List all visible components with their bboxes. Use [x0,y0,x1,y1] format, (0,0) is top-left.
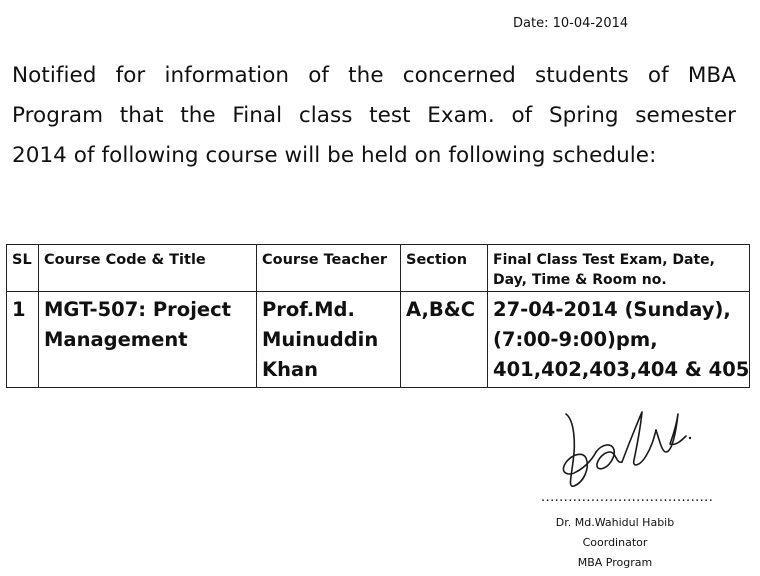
exam-line: 401,402,403,404 & 405 [493,358,750,381]
header-exam-line: Final Class Test Exam, Date, [493,252,715,268]
notice-body [12,56,736,176]
header-exam-line: Day, Time & Room no. [493,272,667,288]
cell-sl: 1 [7,292,39,388]
cell-exam [488,292,750,388]
cell-section: A,B&C [401,292,488,388]
signer-block [540,513,690,573]
table-row [7,292,750,388]
cell-course [39,292,257,388]
signer-name: Dr. Md.Wahidul Habib [555,516,675,529]
teacher-line: Muinuddin [262,328,379,351]
header-section: Section [401,245,488,292]
signature-dotted-line: ...................................... [541,490,714,505]
notice-line: 2014 of following course will be held on following schedule: [12,143,657,168]
signer-role: Coordinator [582,536,648,549]
signature-mark [556,402,696,494]
table-header-row [7,245,750,292]
course-line: Management [44,328,188,351]
course-line: MGT-507: Project [44,298,231,321]
header-exam [488,245,750,292]
header-course: Course Code & Title [39,245,257,292]
notice-line: Program that the Final class test Exam. of Spring semester [12,103,736,128]
notice-line: Notified for information of the concerned students of MBA [12,63,736,88]
header-teacher: Course Teacher [257,245,401,292]
notice-date: Date: 10-04-2014 [513,16,629,31]
teacher-line: Prof.Md. [262,298,355,321]
cell-teacher [257,292,401,388]
teacher-line: Khan [262,358,319,381]
signer-program: MBA Program [577,556,653,569]
exam-line: (7:00-9:00)pm, [493,328,658,351]
exam-line: 27-04-2014 (Sunday), [493,298,731,321]
exam-schedule-table [6,244,750,388]
header-sl: SL [7,245,39,292]
